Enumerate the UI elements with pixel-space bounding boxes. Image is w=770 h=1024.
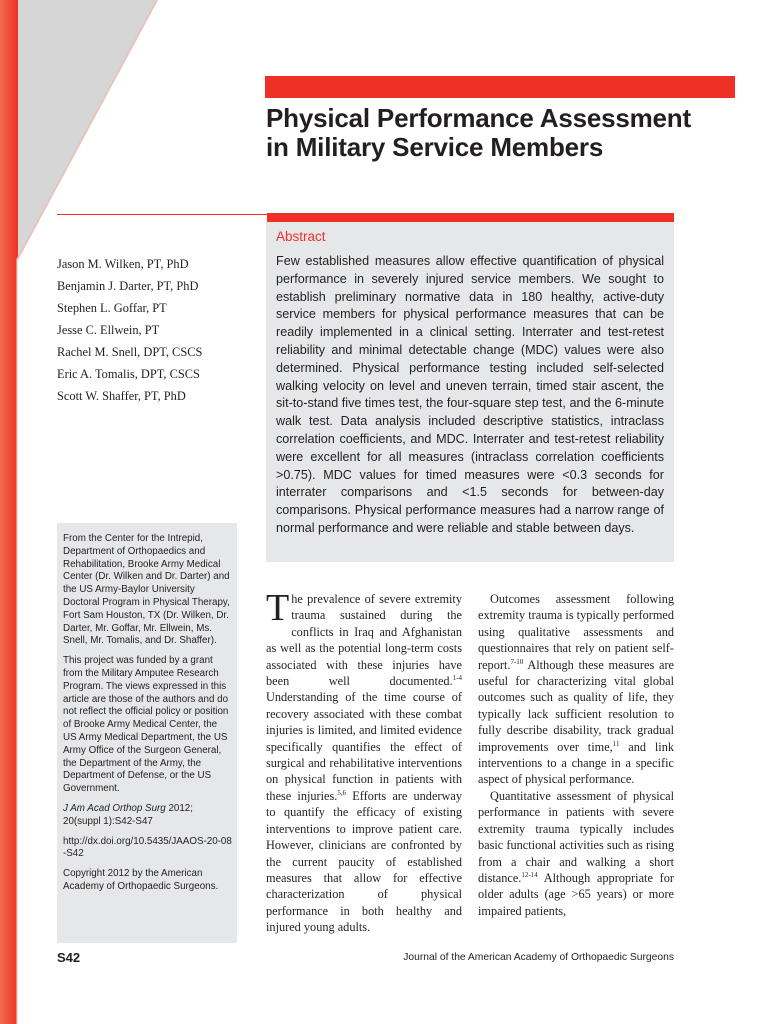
- affiliation-panel: [57, 523, 237, 943]
- author: Scott W. Shaffer, PT, PhD: [57, 389, 186, 403]
- copyright-notice: Copyright 2012 by the American Academy of Orthopaedic Surgeons.: [63, 868, 219, 892]
- divider-thin: [57, 214, 267, 215]
- body-text: Although appropriate for older adults (age >65 years) or more impaired patients,: [478, 870, 674, 918]
- affiliation-center: From the Center for the Intrepid, Department of Orthopaedics and Rehabilitation, Brooke Army Medical Center (Dr. Wilken and Dr. Darter) and the US Army-Baylor University Doctoral Program in Physical Therapy, Fort Sam Houston, TX (Dr. Wilken, Dr. Darter, Mr. Goffar, Mr. Ellwein, Ms. Snell, Mr. Tomalis, and Dr. Shaffer).: [63, 533, 230, 647]
- body-paragraph: [266, 587, 462, 936]
- reference: 12-14: [521, 870, 538, 879]
- article-title: Physical Performance Assessment in Military Service Members: [266, 103, 691, 162]
- doi-link[interactable]: http://dx.doi.org/10.5435/JAAOS-20-08-S42: [63, 835, 232, 860]
- page-edge-decoration: [0, 0, 18, 1024]
- author-list: [57, 253, 257, 407]
- body-text: and link interventions to a change in a specific aspect of physical performance.: [478, 739, 674, 787]
- abstract-heading: Abstract: [276, 229, 326, 244]
- page-number: S42: [57, 950, 81, 965]
- reference: 11: [612, 739, 620, 748]
- body-text: Outcomes assessment following extremity trauma is typically performed using qualitative assessments and questionnaires that rely on patient self-report.: [478, 592, 674, 672]
- body-text: Understanding of the time course of recovery associated with these combat injuries is limited, and limited evidence specifically quantifies the effect of surgical and rehabilitative interventions on physical function in patients with these injuries.: [266, 690, 462, 803]
- body-text: Although these measures are useful for characterizing vital global outcomes such as quality of life, they typically lack sufficient resolution to fully describe disability, track gradual improvements over time,: [478, 657, 674, 754]
- citation-journal: J Am Acad Orthop Surg: [63, 802, 166, 814]
- body-column-2: [478, 591, 674, 919]
- body-text: Efforts are underway to quantify the efficacy of existing interventions to improve patient care. However, clinicians are confronted by the current paucity of established measures that allow for effective characterization of physical performance in both healthy and injured young adults.: [266, 788, 462, 935]
- author: Jason M. Wilken, PT, PhD: [57, 257, 189, 271]
- journal-name: Journal of the American Academy of Orthopaedic Surgeons: [403, 952, 674, 963]
- header-accent-bar: [265, 76, 735, 98]
- citation: [63, 803, 233, 829]
- author: Rachel M. Snell, DPT, CSCS: [57, 345, 203, 359]
- abstract-text: Few established measures allow effective quantification of physical performance in severely injured service members. We sought to establish preliminary normative data in 180 healthy, active-duty service members for physical performance measures that can be readily implemented in a clinical setting. Interrater and test-retest reliability and minimal detectable change (MDC) values were also determined. Physical performance testing included self-selected walking velocity on level and uneven terrain, timed stair ascent, the sit-to-stand five times test, the four-square step test, and the 6-minute walk test. Data analysis included descriptive statistics, intraclass correlation coefficients, and MDC. Interrater and test-retest reliability were excellent for all measures (intraclass correlation coefficients >0.75). MDC values for timed measures were <0.3 seconds for interrater comparisons and <1.5 seconds for between-day comparisons. Physical performance measures had a narrow range of normal performance and were reliable and stable between days.: [276, 254, 664, 535]
- divider-thick: [267, 213, 674, 222]
- body-paragraph: [478, 788, 674, 919]
- reference: 7-10: [510, 657, 524, 666]
- abstract-panel: [266, 222, 674, 562]
- funding-statement: This project was funded by a grant from the Military Amputee Research Program. The views expressed in this article are those of the authors and do not reflect the official policy or position of Brooke Army Medical Center, the US Army Medical Department, the US Army Office of the Surgeon General, the Department of the Army, the Department of Defense, or the US Government.: [63, 655, 229, 795]
- body-paragraph: [478, 591, 674, 788]
- author: Eric A. Tomalis, DPT, CSCS: [57, 367, 200, 381]
- title-divider: [57, 213, 674, 222]
- citation-details: 2012; 20(suppl 1):S42-S47: [63, 802, 193, 827]
- reference: 5,6: [337, 788, 347, 797]
- author: Jesse C. Ellwein, PT: [57, 323, 160, 337]
- reference: 1-4: [452, 673, 462, 682]
- body-text: he prevalence of severe extremity trauma sustained during the conflicts in Iraq and Afghanistan as well as the potential long-term costs associated with these injuries have been well documented.: [266, 592, 462, 689]
- drop-cap: T: [266, 587, 290, 629]
- body-text: Quantitative assessment of physical performance in patients with severe extremity trauma typically includes basic functional activities such as rising from a chair and walking a short distance.: [478, 788, 674, 885]
- author: Stephen L. Goffar, PT: [57, 301, 167, 315]
- body-column-1: [266, 587, 462, 936]
- author: Benjamin J. Darter, PT, PhD: [57, 279, 199, 293]
